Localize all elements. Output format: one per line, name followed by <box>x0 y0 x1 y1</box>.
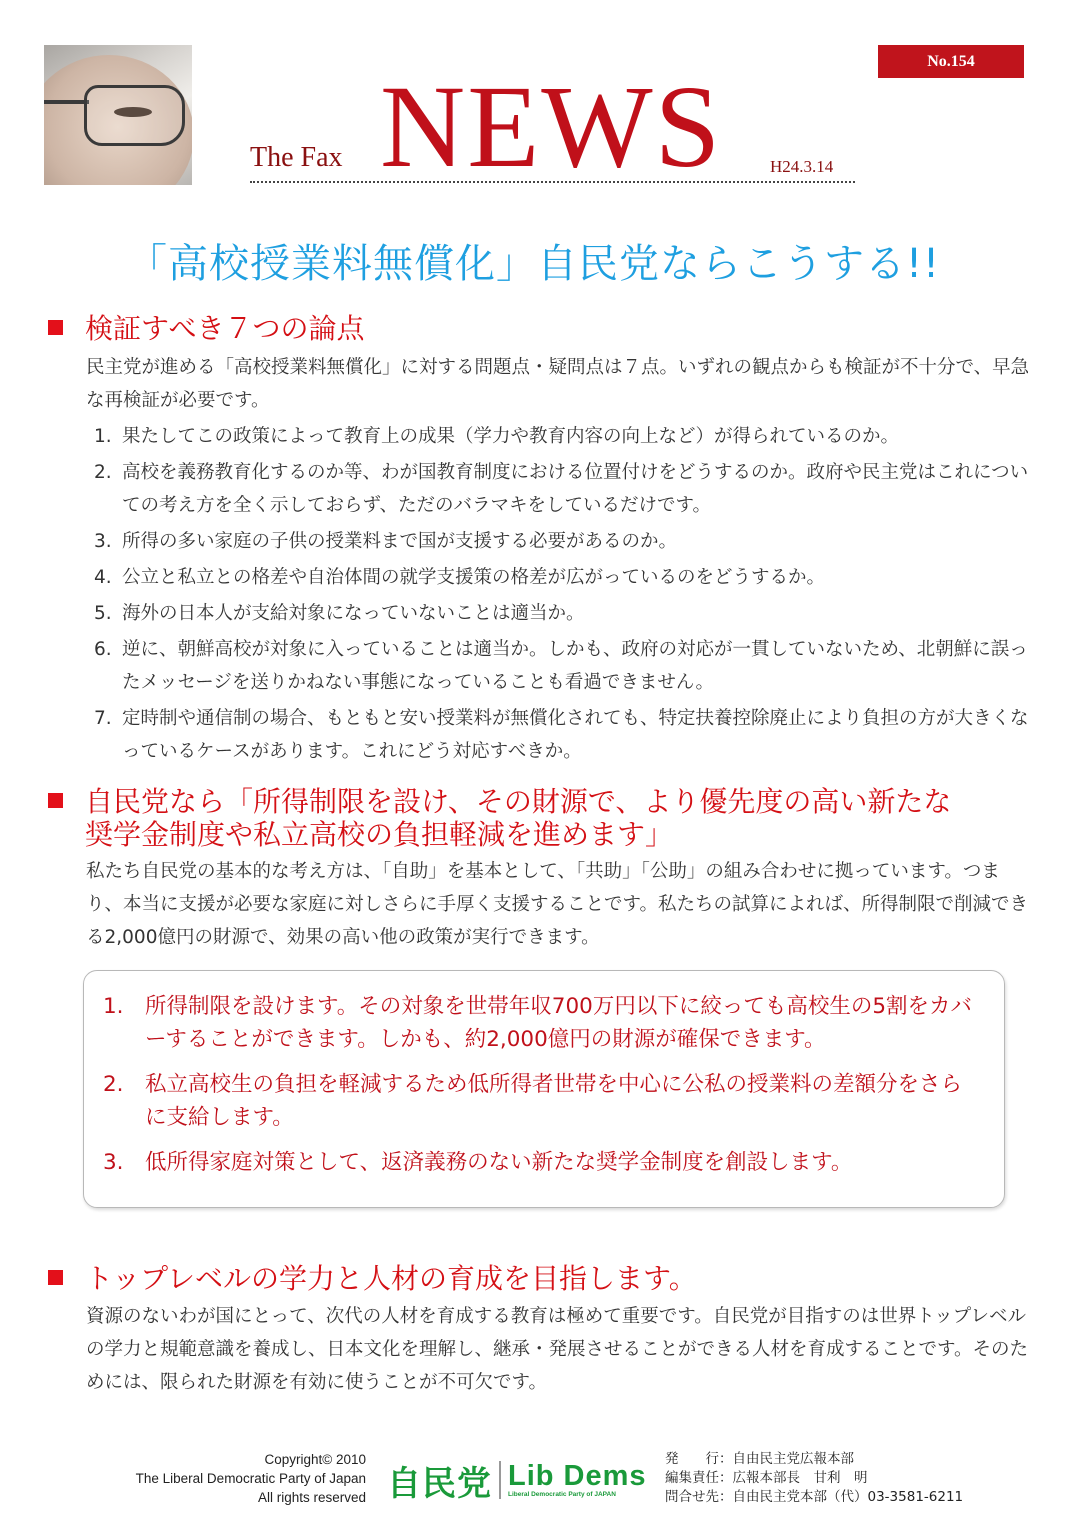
section1-list <box>94 420 1029 768</box>
section3-body: 資源のないわが国にとって、次代の人材を育成する教育は極めて重要です。自民党が目指すのは世界トップレベルの学力と規範意識を養成し、日本文化を理解し、継承・発展させることができる人材を育成することです。そのためには、限られた財源を有効に使うことが不可欠です。 <box>86 1306 1029 1393</box>
news-title: NEWS <box>380 61 723 192</box>
contact-line: 問合せ先：自由民主党本部（代）03-3581-6211 <box>665 1489 964 1505</box>
ldp-logo: 自民党 Lib Dems Liberal Democratic Party of JAPAN <box>387 1460 647 1503</box>
red-square-bullet-icon <box>48 320 63 335</box>
list-item: 6. 逆に、朝鮮高校が対象に入っていることは適当か。しかも、政府の対応が一貫していないため、北朝鮮に誤ったメッセージを送りかねない事態になっていることも看過できません。 <box>94 639 1028 693</box>
list-item: 4. 公立と私立との格差や自治体間の就学支援策の格差が広がっているのをどうするか。 <box>94 567 826 588</box>
page-headline: 「高校授業料無償化」自民党ならこうする!! <box>126 241 941 287</box>
section1-heading <box>48 312 364 345</box>
list-item: 3. 低所得家庭対策として、返済義務のない新たな奨学金制度を創設します。 <box>103 1150 853 1175</box>
section1-intro: 民主党が進める「高校授業料無償化」に対する問題点・疑問点は７点。いずれの観点からも検証が不十分で、早急な再検証が必要です。 <box>86 357 1030 411</box>
section2-intro: 私たち自民党の基本的な考え方は、「自助」を基本として、「共助」「公助」の組み合わせに拠っています。つまり、本当に支援が必要な家庭に対しさらに手厚く支援することです。私たちの試算によれば、所得制限で削減できる2,000億円の財源で、効果の高い他の政策が実行できます。 <box>86 861 1029 948</box>
list-item: 3. 所得の多い家庭の子供の授業料まで国が支援する必要があるのか。 <box>94 531 678 552</box>
list-item: 5. 海外の日本人が支給対象になっていないことは適当か。 <box>94 603 585 624</box>
issue-number-badge: No.154 <box>878 45 1024 78</box>
section3-title: トップレベルの学力と人材の育成を目指します。 <box>85 1262 697 1295</box>
section2-title-line2: 奨学金制度や私立高校の負担軽減を進めます」 <box>85 818 674 851</box>
list-item: 1. 所得制限を設けます。その対象を世帯年収700万円以下に絞っても高校生の5割をカバーすることができます。しかも、約2,000億円の財源が確保できます。 <box>103 994 972 1052</box>
the-fax-label: The Fax <box>250 142 343 173</box>
proposal-list <box>103 990 983 1179</box>
section2-title-line1: 自民党なら「所得制限を設け、その財源で、より優先度の高い新たな <box>85 785 952 818</box>
list-item: 2. 私立高校生の負担を軽減するため低所得者世帯を中心に公私の授業料の差額分をさらに支給します。 <box>103 1072 963 1130</box>
red-square-bullet-icon <box>48 1270 63 1285</box>
publisher-info <box>665 1450 963 1507</box>
section3-heading <box>48 1262 697 1295</box>
author-photo <box>44 45 192 185</box>
section2-heading <box>48 785 951 851</box>
section1-title: 検証すべき７つの論点 <box>85 312 365 345</box>
red-square-bullet-icon <box>48 793 63 808</box>
publisher-line: 発 行：自由民主党広報本部 <box>665 1451 854 1467</box>
list-item: 1. 果たしてこの政策によって教育上の成果（学力や教育内容の向上など）が得られているのか。 <box>94 426 900 447</box>
masthead-divider <box>250 181 855 183</box>
editor-line: 編集責任：広報本部長 甘利 明 <box>665 1470 868 1486</box>
list-item: 2. 高校を義務教育化するのか等、わが国教育制度における位置付けをどうするのか。政府や民主党はこれについての考え方を全く示しておらず、ただのバラマキをしているだけです。 <box>94 462 1029 516</box>
list-item: 7. 定時制や通信制の場合、もともと安い授業料が無償化されても、特定扶養控除廃止により負担の方が大きくなっているケースがあります。これにどう対応すべきか。 <box>94 708 1029 762</box>
issue-date: H24.3.14 <box>770 157 834 176</box>
copyright-notice: Copyright© 2010 The Liberal Democratic Party of Japan All rights reserved <box>135 1452 366 1505</box>
